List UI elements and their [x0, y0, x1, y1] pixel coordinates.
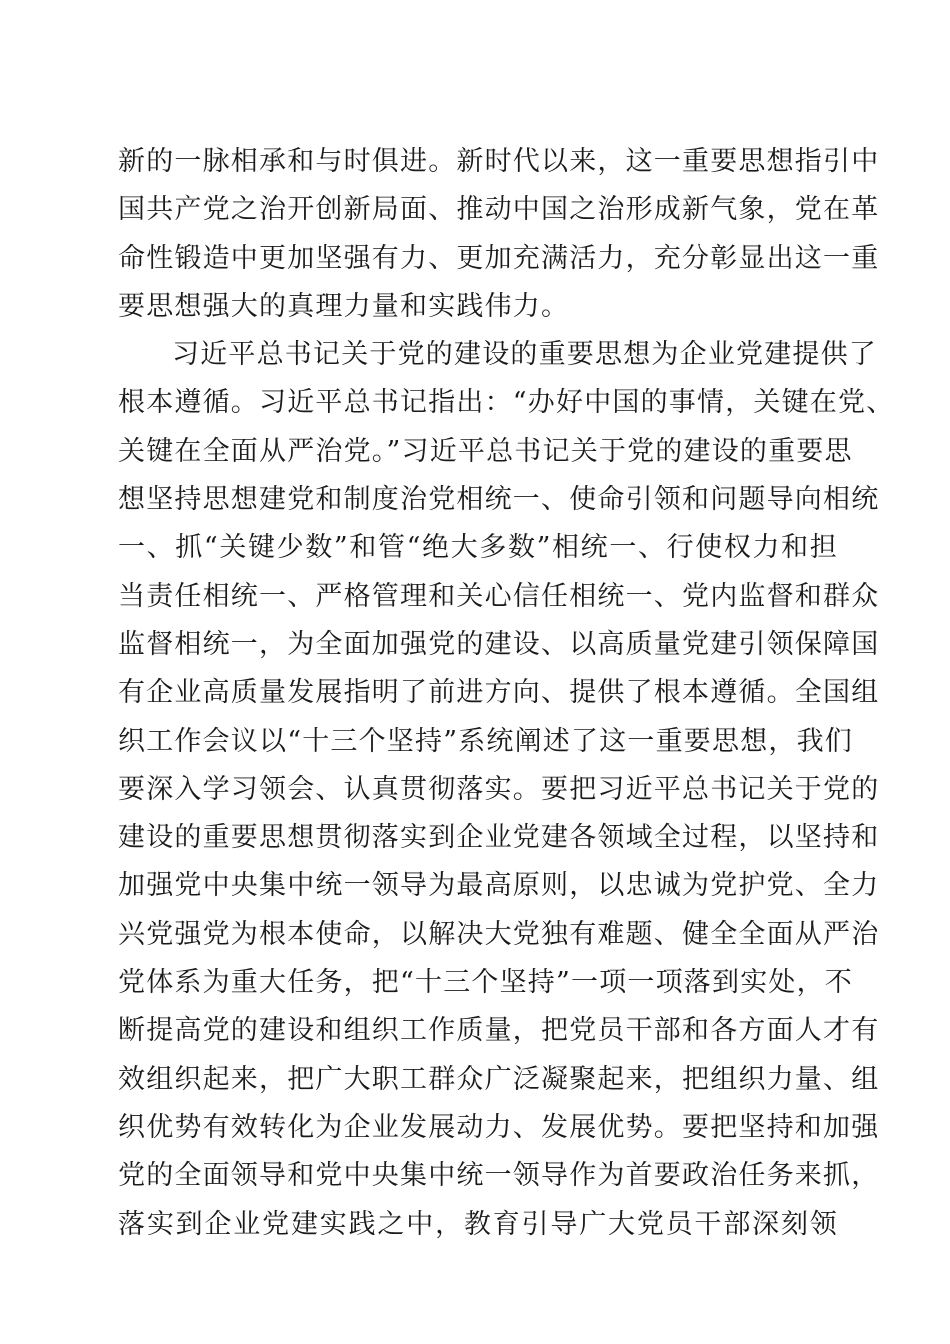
text-line: 兴党强党为根本使命，以解决大党独有难题、健全全面从严治: [118, 918, 880, 950]
text-line: 党体系为重大任务，把“十三个坚持”一项一项落到实处，不: [118, 967, 854, 999]
text-line: 根本遵循。习近平总书记指出：“办好中国的事情，关键在党、: [118, 387, 895, 419]
text-line: 国共产党之治开创新局面、推动中国之治形成新气象，党在革: [118, 194, 880, 226]
text-line: 落实到企业党建实践之中，教育引导广大党员干部深刻领: [118, 1208, 838, 1240]
text-line: 想坚持思想建党和制度治党相统一、使命引领和问题导向相统: [118, 484, 880, 516]
text-line: 断提高党的建设和组织工作质量，把党员干部和各方面人才有: [118, 1015, 880, 1047]
text-line: 当责任相统一、严格管理和关心信任相统一、党内监督和群众: [118, 580, 880, 612]
paragraph-1: [118, 138, 880, 331]
paragraph-2: [118, 331, 895, 1249]
text-line: 要深入学习领会、认真贯彻落实。要把习近平总书记关于党的: [118, 773, 880, 805]
text-line: 建设的重要思想贯彻落实到企业党建各领域全过程，以坚持和: [118, 822, 880, 854]
text-line: 党的全面领导和党中央集中统一领导作为首要政治任务来抓，: [118, 1160, 880, 1192]
text-line: 新的一脉相承和与时俱进。新时代以来，这一重要思想指引中: [118, 146, 880, 177]
text-line: 织工作会议以“十三个坚持”系统阐述了这一重要思想，我们: [118, 725, 854, 757]
text-line: 习近平总书记关于党的建设的重要思想为企业党建提供了: [172, 339, 877, 371]
text-line: 加强党中央集中统一领导为最高原则，以忠诚为党护党、全力: [118, 870, 880, 902]
body-text: [118, 138, 895, 1249]
text-line: 监督相统一，为全面加强党的建设、以高质量党建引领保障国: [118, 628, 880, 660]
text-line: 织优势有效转化为企业发展动力、发展优势。要把坚持和加强: [118, 1111, 880, 1143]
text-line: 一、抓“关键少数”和管“绝大多数”相统一、行使权力和担: [118, 532, 838, 564]
text-line: 有企业高质量发展指明了前进方向、提供了根本遵循。全国组: [118, 677, 880, 709]
text-line: 效组织起来，把广大职工群众广泛凝聚起来，把组织力量、组: [118, 1063, 880, 1095]
text-line: 要思想强大的真理力量和实践伟力。: [118, 290, 570, 322]
text-line: 命性锻造中更加坚强有力、更加充满活力，充分彰显出这一重: [118, 242, 880, 274]
text-line: 关键在全面从严治党。”习近平总书记关于党的建设的重要思: [118, 435, 853, 467]
